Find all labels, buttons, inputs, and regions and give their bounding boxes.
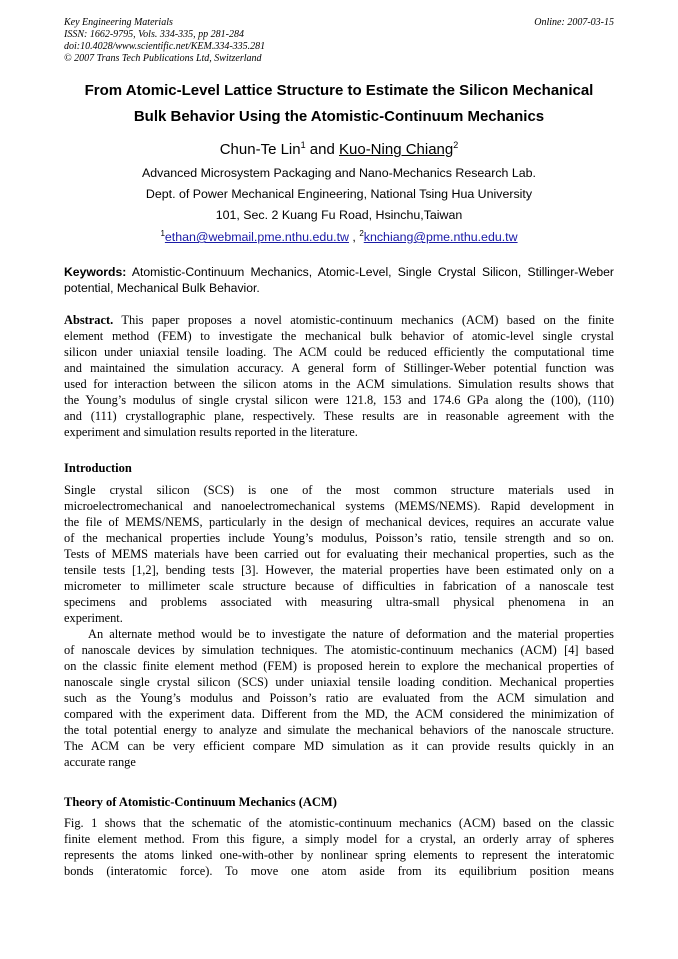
intro-line: An alternate method would be to investigate the nature of deformation and the material properties	[88, 627, 614, 641]
authors-and: and	[305, 141, 339, 158]
email-1-link[interactable]: ethan@webmail.pme.nthu.edu.tw	[164, 230, 349, 245]
email-2-sup: 2	[359, 229, 364, 238]
theory-line: Fig. 1 shows that the schematic of the atomistic-continuum mechanics (ACM) based on the classic	[64, 816, 614, 830]
abstract-line: Abstract. This paper proposes a novel atomistic-continuum mechanics (ACM) based on the finite	[64, 313, 614, 327]
intro-line: Single crystal silicon (SCS) is one of the most common structure materials used in	[64, 483, 614, 497]
intro-line: of nanoscale devices by simulation techniques. The atomistic-continuum mechanics (ACM) [4] based	[64, 643, 614, 657]
abstract-label: Abstract.	[64, 313, 114, 327]
email-separator: ,	[348, 230, 360, 245]
intro-line: experiment.	[64, 611, 123, 625]
intro-line: nanoscale single crystal silicon (SCS) under uniaxial tensile loading condition. Mechanical properties	[64, 675, 614, 689]
journal-name: Key Engineering Materials	[64, 17, 173, 28]
affiliation-address: 101, Sec. 2 Kuang Fu Road, Hsinchu,Taiwan	[215, 208, 463, 222]
theory-line: finite element method. From this figure, a simply model for a crystal, an orderly array of spheres	[64, 832, 614, 846]
introduction-heading: Introduction	[64, 461, 132, 475]
theory-paragraph-1	[64, 815, 614, 879]
affiliation-dept: Dept. of Power Mechanical Engineering, National Tsing Hua University	[145, 187, 533, 201]
intro-line: micrometer to millimeter scale structure because of difficulties in fabrication of a nanoscale test	[64, 579, 614, 593]
theory-line: bonds (interatomic force). To move one atom aside from its equilibrium position means	[64, 864, 614, 878]
abstract-line: used for interaction between the silicon atoms in the ACM simulations. Simulation results shows that	[64, 377, 614, 391]
intro-line: the total potential energy to analyze and simulate the mechanical behaviors of the nanoscale structure.	[64, 723, 614, 737]
theory-line: represents the atoms linked one-with-other by nonlinear spring elements to represent the interatomic	[64, 848, 614, 862]
intro-line: The ACM can be very efficient compare MD simulation as it can provide results quickly in an	[64, 739, 614, 753]
email-line	[40, 229, 638, 244]
paper-title-line-1: From Atomic-Level Lattice Structure to Estimate the Silicon Mechanical	[84, 82, 594, 99]
introduction-paragraph-2	[64, 626, 614, 770]
keywords-line-1: Keywords: Atomistic-Continuum Mechanics, Atomic-Level, Single Crystal Silicon, Stillinger-Weber	[64, 265, 614, 279]
intro-line: tensile tests [1,2], bending tests [3]. However, the material properties have been estimated only on a	[64, 563, 614, 577]
abstract-line: and maintained the simulation accuracy. A general form of Stillinger-Weber potential function was	[64, 361, 614, 375]
intro-line: Tests of MEMS materials have been carried out for evaluating their mechanical properties, such as the	[64, 547, 614, 561]
abstract-line: silicon under uniaxial tensile loading. The ACM could be reduced efficiently the computational time	[64, 345, 614, 359]
keywords-block	[64, 264, 614, 296]
author-1: Chun-Te Lin	[219, 141, 301, 158]
intro-line: accurate range	[64, 755, 136, 769]
author-2-sup: 2	[453, 140, 459, 150]
copyright-line: © 2007 Trans Tech Publications Ltd, Switzerland	[64, 53, 262, 64]
intro-line: specimens and problems associated with measuring ultra-small physical phenomena in an	[64, 595, 614, 609]
abstract-line: the Young’s modulus of single crystal silicon were 121.8, 153 and 174.6 GPa along the (100), (110)	[64, 393, 614, 407]
keywords-line-2: potential, Mechanical Bulk Behavior.	[64, 281, 260, 295]
intro-line: the file of MEMS/NEMS, particularly in the design of mechanical devices, requires an accurate value	[64, 515, 614, 529]
intro-line: such as the Young’s modulus and Poisson’s ratio are evaluated from the ACM simulation and	[64, 691, 614, 705]
intro-line: microelectromechanical and nanoelectromechanical systems (MEMS/NEMS). Rapid development in	[64, 499, 614, 513]
affiliation-lab: Advanced Microsystem Packaging and Nano-Mechanics Research Lab.	[142, 166, 536, 180]
keywords-label: Keywords:	[64, 265, 127, 279]
online-date: Online: 2007-03-15	[534, 17, 614, 28]
doi-line: doi:10.4028/www.scientific.net/KEM.334-335.281	[64, 41, 266, 52]
author-2[interactable]: Kuo-Ning Chiang	[339, 141, 454, 158]
paper-title-line-2: Bulk Behavior Using the Atomistic-Continuum Mechanics	[133, 108, 545, 125]
abstract-line: element method (FEM) to investigate the mechanical bulk behavior of atomic-level single crystal	[64, 329, 614, 343]
abstract-block	[64, 312, 614, 440]
abstract-line: and (111) crystallographic plane, respectively. These results are in reasonable agreement with the	[64, 409, 614, 423]
theory-heading: Theory of Atomistic-Continuum Mechanics (ACM)	[64, 795, 337, 809]
intro-line: on the classic finite element method (FEM) is proposed herein to explore the mechanical properties of	[64, 659, 614, 673]
introduction-paragraph-1	[64, 482, 614, 626]
authors	[40, 140, 638, 158]
author-1-sup: 1	[300, 140, 306, 150]
intro-line: of the mechanical properties include Young’s modulus, Poisson’s ratio, tensile strength and so on.	[64, 531, 614, 545]
intro-line: compared with the experiment data. Different from the MD, the ACM considered the minimization of	[64, 707, 614, 721]
issn-line: ISSN: 1662-9795, Vols. 334-335, pp 281-284	[64, 29, 244, 40]
email-1-sup: 1	[160, 229, 165, 238]
email-2-link[interactable]: knchiang@pme.nthu.edu.tw	[363, 230, 518, 245]
abstract-line: experiment and simulation results reported in the literature.	[64, 425, 358, 439]
